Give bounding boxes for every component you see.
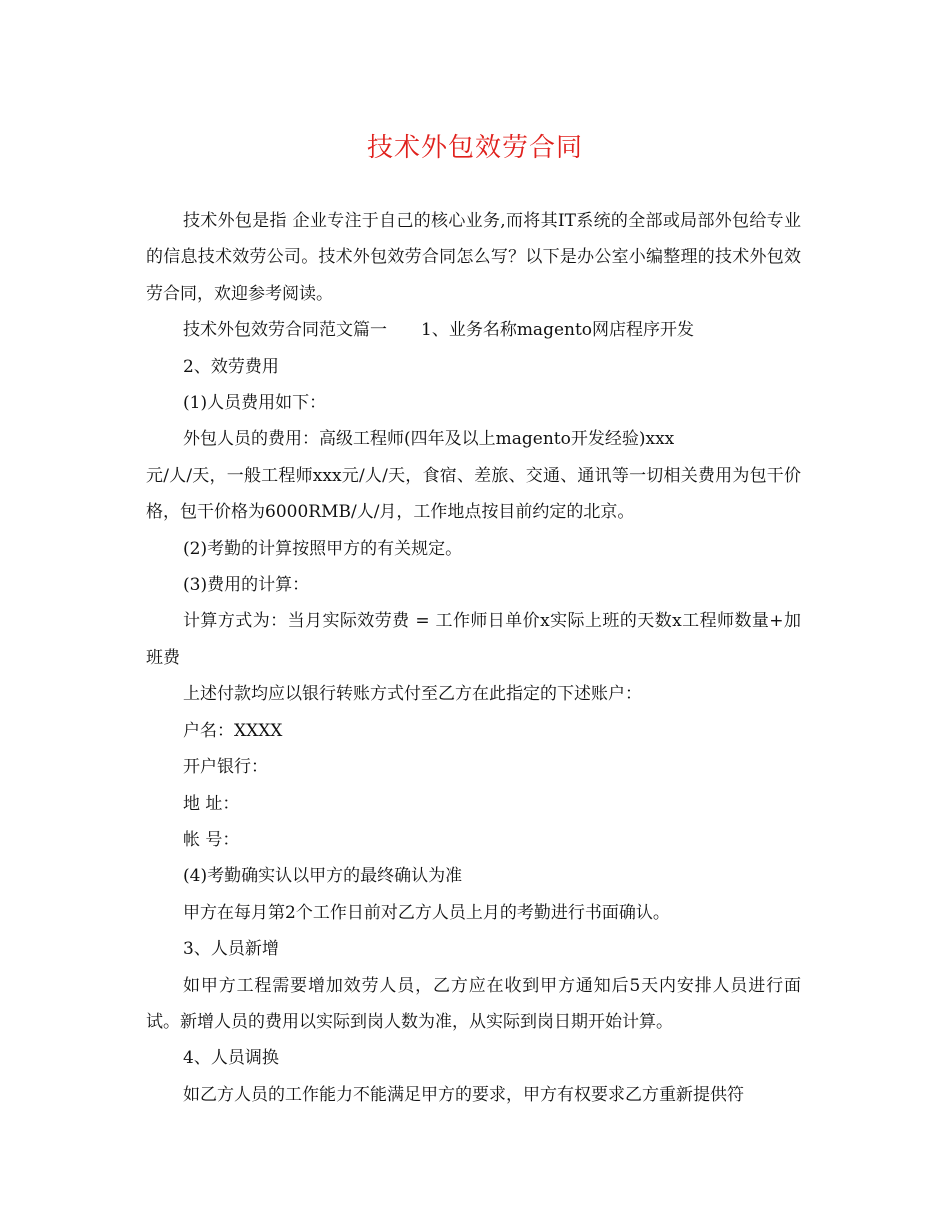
- outsourcing-fee-line: 外包人员的费用：高级工程师(四年及以上magento开发经验)xxx: [183, 429, 675, 450]
- outsourcing-fee-detail: 元/人/天，一般工程师xxx元/人/天，食宿、差旅、交通、通讯等一切相关费用为包干价格，包干价格为6000RMB/人/月，工作地点按目前约定的北京。: [146, 465, 801, 523]
- attendance-calc-item: (2)考勤的计算按照甲方的有关规定。: [183, 538, 463, 559]
- document-title: 技术外包效劳合同: [366, 133, 583, 163]
- personnel-addition-paragraph: 如甲方工程需要增加效劳人员，乙方应在收到甲方通知后5天内安排人员进行面试。新增人员的费用以实际到岗人数为准，从实际到岗日期开始计算。: [146, 975, 801, 1032]
- personnel-addition-heading: 3、人员新增: [183, 939, 279, 960]
- calc-method-paragraph: 计算方式为：当月实际效劳费 = 工作师日单价x实际上班的天数x工程师数量+加班费: [146, 611, 801, 668]
- account-name-line: 户名：XXXX: [183, 720, 283, 741]
- intro-paragraph: 技术外包是指 企业专注于自己的核心业务,而将其IT系统的全部或局部外包给专业的信息技术效劳公司。技术外包效劳合同怎么写？以下是办公室小编整理的技术外包效劳合同，欢迎参考阅读。: [146, 211, 801, 304]
- personnel-fee-item: (1)人员费用如下：: [183, 393, 327, 414]
- personnel-replacement-paragraph: 如乙方人员的工作能力不能满足甲方的要求，甲方有权要求乙方重新提供符: [183, 1084, 744, 1105]
- attendance-confirm-item: (4)考勤确实认以甲方的最终确认为准: [183, 866, 463, 887]
- business-name-item: 1、业务名称magento网店程序开发: [421, 320, 695, 341]
- account-number-line: 帐 号：: [183, 829, 240, 850]
- service-fee-heading: 2、效劳费用: [183, 356, 279, 377]
- bank-line: 开户银行：: [183, 757, 268, 778]
- payment-paragraph: 上述付款均应以银行转账方式付至乙方在此指定的下述账户：: [183, 684, 642, 705]
- fee-calc-item: (3)费用的计算：: [183, 575, 310, 596]
- attendance-confirm-paragraph: 甲方在每月第2个工作日前对乙方人员上月的考勤进行书面确认。: [183, 902, 670, 923]
- address-line: 地 址：: [183, 793, 240, 814]
- personnel-replacement-heading: 4、人员调换: [183, 1048, 279, 1069]
- section-heading-line: [146, 312, 801, 348]
- document-body: [146, 203, 801, 1113]
- section-heading: 技术外包效劳合同范文篇一: [183, 320, 387, 341]
